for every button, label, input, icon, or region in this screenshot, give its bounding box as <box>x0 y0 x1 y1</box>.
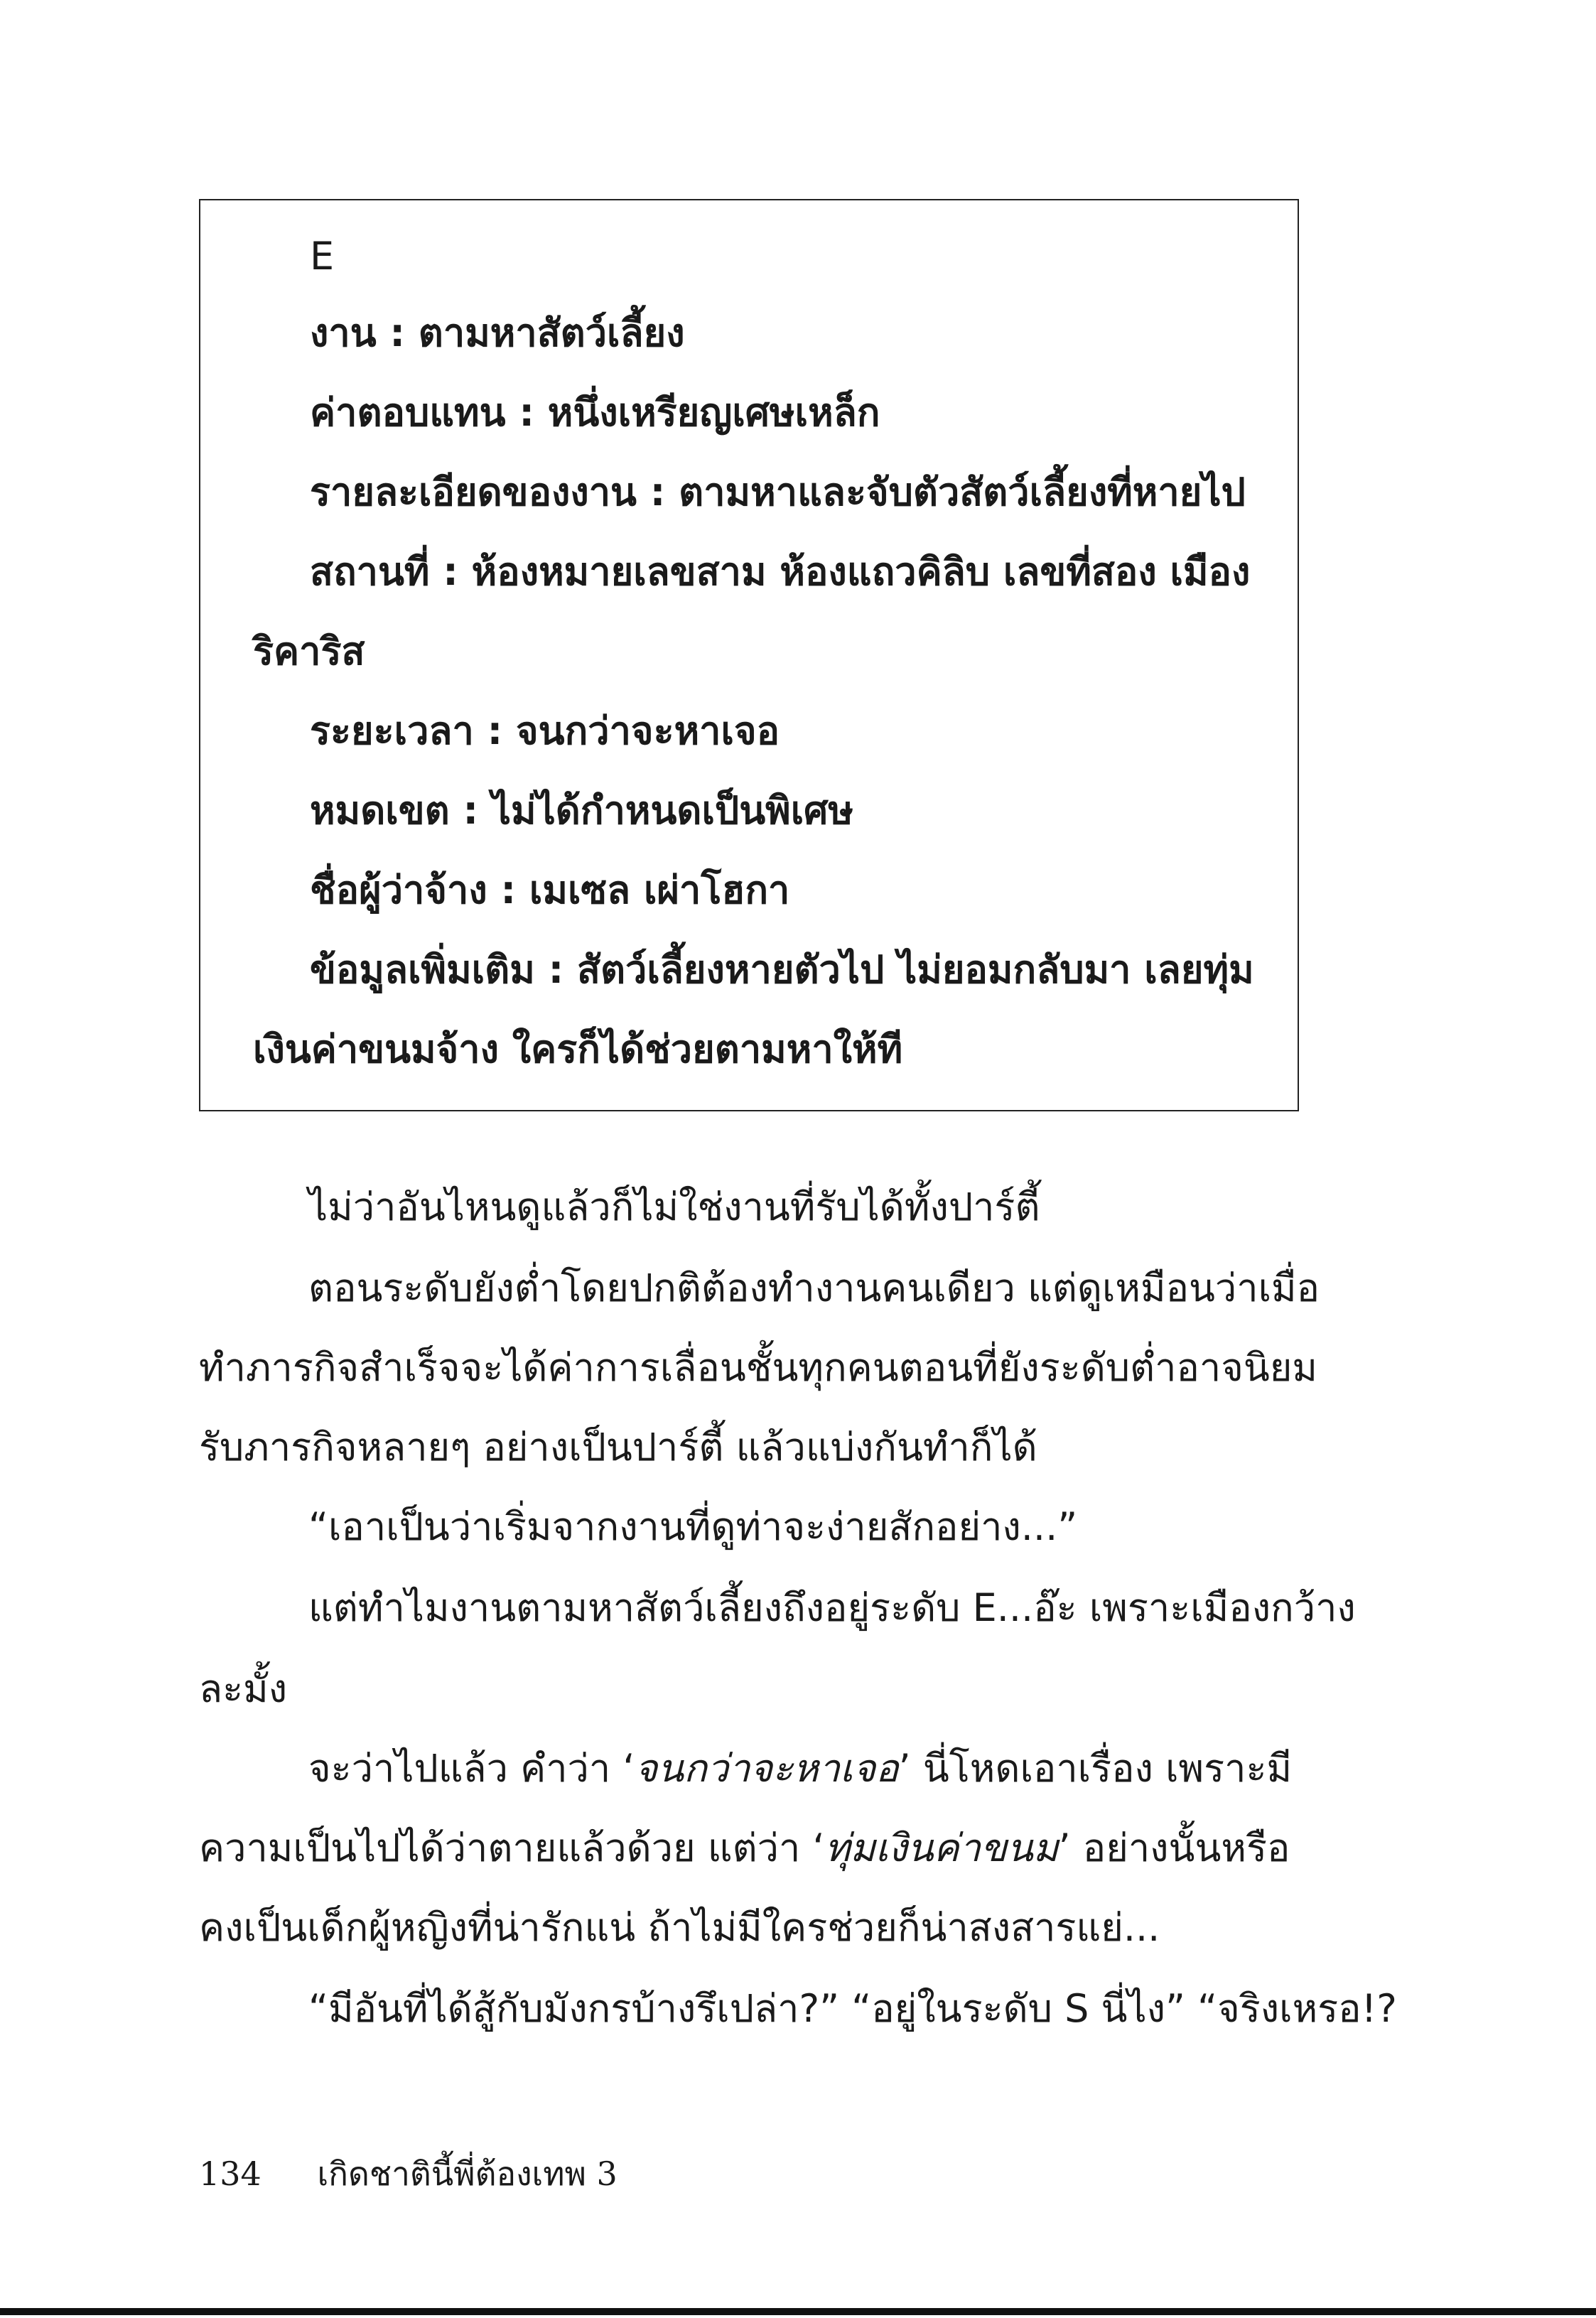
body-line-4: รับภารกิจหลายๆ อย่างเป็นปาร์ตี้ แล้วแบ่งกันทำก็ได้ <box>199 1425 1037 1470</box>
body-line-9-b: ’ อย่างนั้นหรือ <box>1058 1826 1290 1870</box>
quest-duration: ระยะเวลา : จนกว่าจะหาเจอ <box>310 708 780 753</box>
quest-rank: E <box>310 234 335 279</box>
quest-location-cont: ริคาริส <box>253 629 365 674</box>
quest-notes-cont: เงินค่าขนมจ้าง ใครก็ได้ช่วยตามหาให้ที <box>253 1027 903 1072</box>
body-line-2: ตอนระดับยังต่ำโดยปกติต้องทำงานคนเดียว แต่ดูเหมือนว่าเมื่อ <box>308 1266 1320 1310</box>
quest-details: รายละเอียดของงาน : ตามหาและจับตัวสัตว์เลี้ยงที่หายไป <box>310 470 1246 514</box>
page-footer <box>199 2155 618 2193</box>
body-line-7: ละมั้ง <box>199 1666 288 1711</box>
body-line-10: คงเป็นเด็กผู้หญิงที่น่ารักแน่ ถ้าไม่มีใครช่วยก็น่าสงสารแย่... <box>199 1905 1160 1950</box>
body-line-9-a: ความเป็นไปได้ว่าตายแล้วด้วย แต่ว่า ‘ <box>199 1826 825 1870</box>
book-title: เกิดชาตินี้พี่ต้องเทพ 3 <box>317 2155 618 2193</box>
page-number: 134 <box>199 2155 261 2193</box>
quest-job: งาน : ตามหาสัตว์เลี้ยง <box>310 311 685 355</box>
body-line-8-a: จะว่าไปแล้ว คำว่า ‘ <box>308 1746 635 1791</box>
quest-notes: ข้อมูลเพิ่มเติม : สัตว์เลี้ยงหายตัวไป ไม่ยอมกลับมา เลยทุ่ม <box>310 947 1254 992</box>
body-line-5: “เอาเป็นว่าเริ่มจากงานที่ดูท่าจะง่ายสักอย่าง...” <box>308 1504 1078 1549</box>
body-line-8-b: ’ นี่โหดเอาเรื่อง เพราะมี <box>898 1746 1293 1791</box>
quest-location: สถานที่ : ห้องหมายเลขสาม ห้องแถวคิลิบ เลขที่สอง เมือง <box>310 549 1251 594</box>
quest-deadline: หมดเขต : ไม่ได้กำหนดเป็นพิเศษ <box>310 788 854 833</box>
quest-info-box <box>199 199 1299 1111</box>
body-line-9 <box>199 1826 1290 1870</box>
bottom-divider <box>0 2308 1596 2315</box>
body-line-1: ไม่ว่าอันไหนดูแล้วก็ไม่ใช่งานที่รับได้ทั้งปาร์ตี้ <box>308 1185 1040 1229</box>
quest-client: ชื่อผู้ว่าจ้าง : เมเซล เผ่าโฮกา <box>310 868 790 912</box>
body-line-8 <box>308 1746 1293 1791</box>
book-page <box>199 0 1397 2318</box>
quest-reward: ค่าตอบแทน : หนึ่งเหรียญเศษเหล็ก <box>310 390 880 435</box>
body-line-3: ทำภารกิจสำเร็จจะได้ค่าการเลื่อนชั้นทุกคนตอนที่ยังระดับต่ำอาจนิยม <box>199 1345 1317 1390</box>
body-line-11: “มีอันที่ได้สู้กับมังกรบ้างรึเปล่า?” “อยู่ในระดับ S นี่ไง” “จริงเหรอ!? <box>308 1986 1397 2031</box>
body-line-8-emphasis: จนกว่าจะหาเจอ <box>635 1746 899 1791</box>
body-line-6: แต่ทำไมงานตามหาสัตว์เลี้ยงถึงอยู่ระดับ E...อ๊ะ เพราะเมืองกว้าง <box>308 1585 1356 1630</box>
body-line-9-emphasis: ทุ่มเงินค่าขนม <box>824 1826 1059 1870</box>
